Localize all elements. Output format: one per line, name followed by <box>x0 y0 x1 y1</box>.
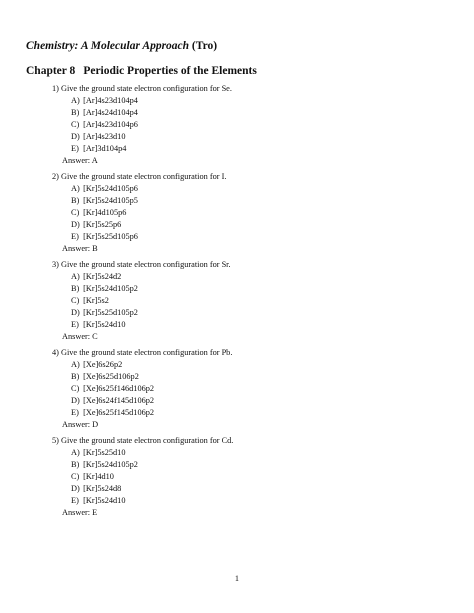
choice-text: [Kr]5s24d105p6 <box>83 184 138 193</box>
choice-c <box>71 384 154 393</box>
book-author: (Tro) <box>191 40 218 52</box>
choice-text: [Kr]5s24d8 <box>83 484 122 493</box>
answer-key: Answer: E <box>62 508 98 517</box>
choice-letter: C) <box>71 208 80 217</box>
choice-a <box>71 272 121 281</box>
choice-letter: E) <box>71 232 79 241</box>
choice-letter: E) <box>71 320 79 329</box>
choice-text: [Ar]4s23d10 <box>83 132 126 141</box>
choice-letter: D) <box>71 308 80 317</box>
choice-c <box>71 296 109 305</box>
choice-text: [Ar]3d104p4 <box>83 144 127 153</box>
choice-text: [Ar]4s23d104p6 <box>83 120 138 129</box>
choice-text: [Kr]5s25d105p2 <box>83 308 138 317</box>
choice-text: [Kr]5s24d105p2 <box>83 460 138 469</box>
choice-c <box>71 208 126 217</box>
choice-c <box>71 472 114 481</box>
question-stem: 3) Give the ground state electron configuration for Sr. <box>52 260 231 269</box>
choice-letter: B) <box>71 196 80 205</box>
choice-letter: D) <box>71 132 80 141</box>
choice-letter: B) <box>71 284 80 293</box>
chapter-number: Chapter 8 <box>26 65 76 77</box>
page-number: 1 <box>234 574 240 583</box>
choice-letter: E) <box>71 144 79 153</box>
chapter-heading <box>26 65 257 77</box>
choice-letter: A) <box>71 96 80 105</box>
choice-b <box>71 372 139 381</box>
choice-text: [Xe]6s25f145d106p2 <box>83 408 155 417</box>
choice-c <box>71 120 138 129</box>
answer-key: Answer: D <box>62 420 99 429</box>
choice-d <box>71 484 121 493</box>
choice-text: [Kr]5s25p6 <box>83 220 122 229</box>
answer-key: Answer: A <box>62 156 98 165</box>
choice-a <box>71 360 122 369</box>
choice-letter: E) <box>71 408 79 417</box>
choice-d <box>71 220 121 229</box>
choice-letter: C) <box>71 296 80 305</box>
choice-b <box>71 284 138 293</box>
choice-a <box>71 96 138 105</box>
choice-letter: A) <box>71 360 80 369</box>
choice-e <box>71 408 154 417</box>
choice-letter: A) <box>71 272 80 281</box>
choice-d <box>71 396 154 405</box>
choice-letter: B) <box>71 372 80 381</box>
choice-text: [Kr]5s24d10 <box>83 496 126 505</box>
choice-e <box>71 496 125 505</box>
choice-b <box>71 108 138 117</box>
choice-a <box>71 448 125 457</box>
choice-letter: D) <box>71 220 80 229</box>
question-stem: 1) Give the ground state electron configuration for Se. <box>52 84 232 93</box>
chapter-title: Periodic Properties of the Elements <box>83 65 257 77</box>
book-title <box>26 40 217 52</box>
choice-text: [Kr]4d105p6 <box>83 208 127 217</box>
choice-text: [Xe]6s25d106p2 <box>83 372 139 381</box>
choice-text: [Kr]5s2 <box>83 296 109 305</box>
choice-text: [Kr]5s25d10 <box>83 448 126 457</box>
choice-text: [Ar]4s24d104p4 <box>83 108 138 117</box>
choice-letter: B) <box>71 108 80 117</box>
choice-text: [Kr]5s25d105p6 <box>83 232 138 241</box>
choice-text: [Kr]5s24d105p5 <box>83 196 138 205</box>
question-stem: 5) Give the ground state electron configuration for Cd. <box>52 436 234 445</box>
choice-e <box>71 232 138 241</box>
choice-d <box>71 308 138 317</box>
choice-letter: A) <box>71 448 80 457</box>
book-title-name: Chemistry: A Molecular Approach <box>26 40 190 52</box>
choice-letter: D) <box>71 396 80 405</box>
choice-text: [Ar]4s23d104p4 <box>83 96 138 105</box>
question-stem: 2) Give the ground state electron configuration for I. <box>52 172 227 181</box>
choice-text: [Xe]6s25f146d106p2 <box>83 384 155 393</box>
choice-text: [Kr]5s24d10 <box>83 320 126 329</box>
choice-letter: D) <box>71 484 80 493</box>
answer-key: Answer: B <box>62 244 98 253</box>
question-stem: 4) Give the ground state electron configuration for Pb. <box>52 348 233 357</box>
choice-letter: B) <box>71 460 80 469</box>
choice-text: [Xe]6s24f145d106p2 <box>83 396 155 405</box>
choice-letter: A) <box>71 184 80 193</box>
choice-e <box>71 320 125 329</box>
choice-text: [Kr]5s24d105p2 <box>83 284 138 293</box>
choice-letter: C) <box>71 472 80 481</box>
choice-text: [Kr]5s24d2 <box>83 272 122 281</box>
choice-e <box>71 144 126 153</box>
choice-a <box>71 184 138 193</box>
choice-b <box>71 196 138 205</box>
choice-letter: C) <box>71 384 80 393</box>
choice-text: [Xe]6s26p2 <box>83 360 123 369</box>
choice-letter: E) <box>71 496 79 505</box>
choice-text: [Kr]4d10 <box>83 472 114 481</box>
answer-key: Answer: C <box>62 332 98 341</box>
choice-d <box>71 132 125 141</box>
choice-letter: C) <box>71 120 80 129</box>
choice-b <box>71 460 138 469</box>
